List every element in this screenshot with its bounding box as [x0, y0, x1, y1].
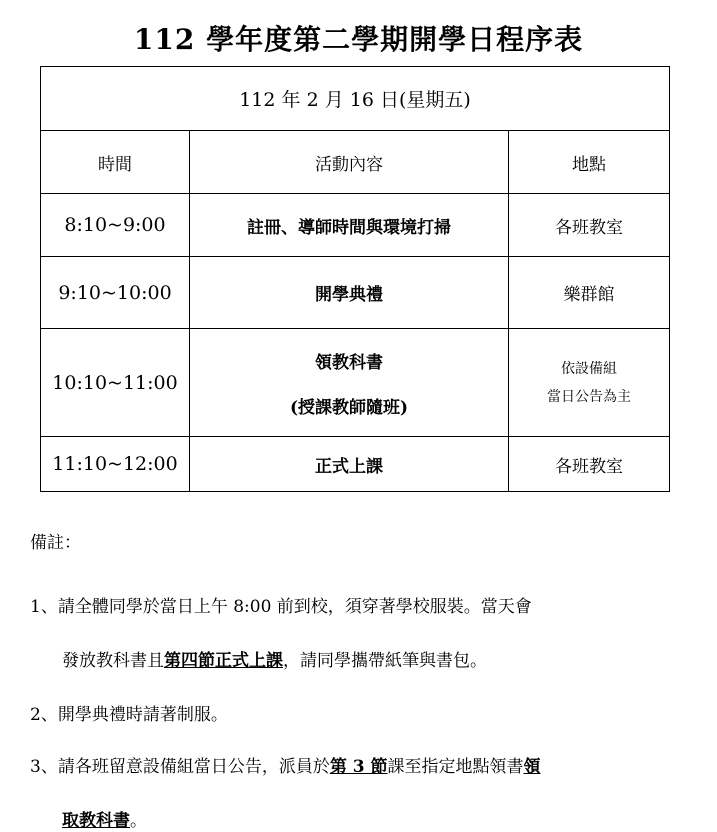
note-text: 課至指定地點領書 [387, 757, 524, 777]
table-row [41, 257, 670, 329]
location-cell: 各班教室 [509, 437, 670, 492]
schedule-table [40, 66, 670, 492]
location-cell: 樂群館 [509, 257, 670, 329]
note-emphasis: 第四節正式上課 [164, 651, 283, 671]
date-cell: 112 年 2 月 16 日(星期五) [41, 67, 670, 131]
page-title: 112 學年度第二學期開學日程序表 [133, 23, 584, 56]
activity-note: (授課教師隨班) [289, 397, 409, 418]
table-row [41, 194, 670, 257]
time-cell: 11:10~12:00 [41, 437, 190, 492]
note-text: 發放教科書且 [62, 651, 164, 671]
note-emphasis: 取教科書 [62, 811, 130, 831]
note-1: 1、請全體同學於當日上午 8:00 前到校，須穿著學校服裝。當天會 [30, 597, 532, 617]
table-row [41, 329, 670, 437]
header-time: 時間 [41, 131, 190, 194]
header-activity: 活動內容 [190, 131, 509, 194]
note-emphasis: 領 [523, 757, 541, 777]
table-row [41, 437, 670, 492]
note-text: 3、請各班留意設備組當日公告，派員於 [30, 757, 330, 777]
activity-cell: 註冊、導師時間與環境打掃 [190, 194, 509, 257]
location-cell [509, 329, 670, 437]
header-location: 地點 [509, 131, 670, 194]
date-row [41, 67, 670, 131]
note-text: ，請同學攜帶紙筆與書包。 [283, 651, 487, 671]
activity-cell: 正式上課 [190, 437, 509, 492]
note-3 [30, 752, 690, 777]
note-2: 2、開學典禮時請著制服。 [30, 705, 228, 725]
activity-cell: 開學典禮 [190, 257, 509, 329]
time-cell: 8:10~9:00 [41, 194, 190, 257]
note-3-continued [62, 806, 717, 831]
time-cell: 9:10~10:00 [41, 257, 190, 329]
header-row [41, 131, 670, 194]
location-line1: 依設備組 [561, 360, 617, 377]
note-text: 。 [130, 811, 147, 831]
location-cell: 各班教室 [509, 194, 670, 257]
location-line2: 當日公告為主 [547, 388, 631, 405]
note-1-continued [62, 646, 717, 671]
note-emphasis: 第 3 節 [329, 757, 388, 777]
activity-text: 領教科書 [315, 352, 383, 373]
activity-cell [190, 329, 509, 437]
notes-label: 備註： [30, 533, 81, 553]
time-cell: 10:10~11:00 [41, 329, 190, 437]
